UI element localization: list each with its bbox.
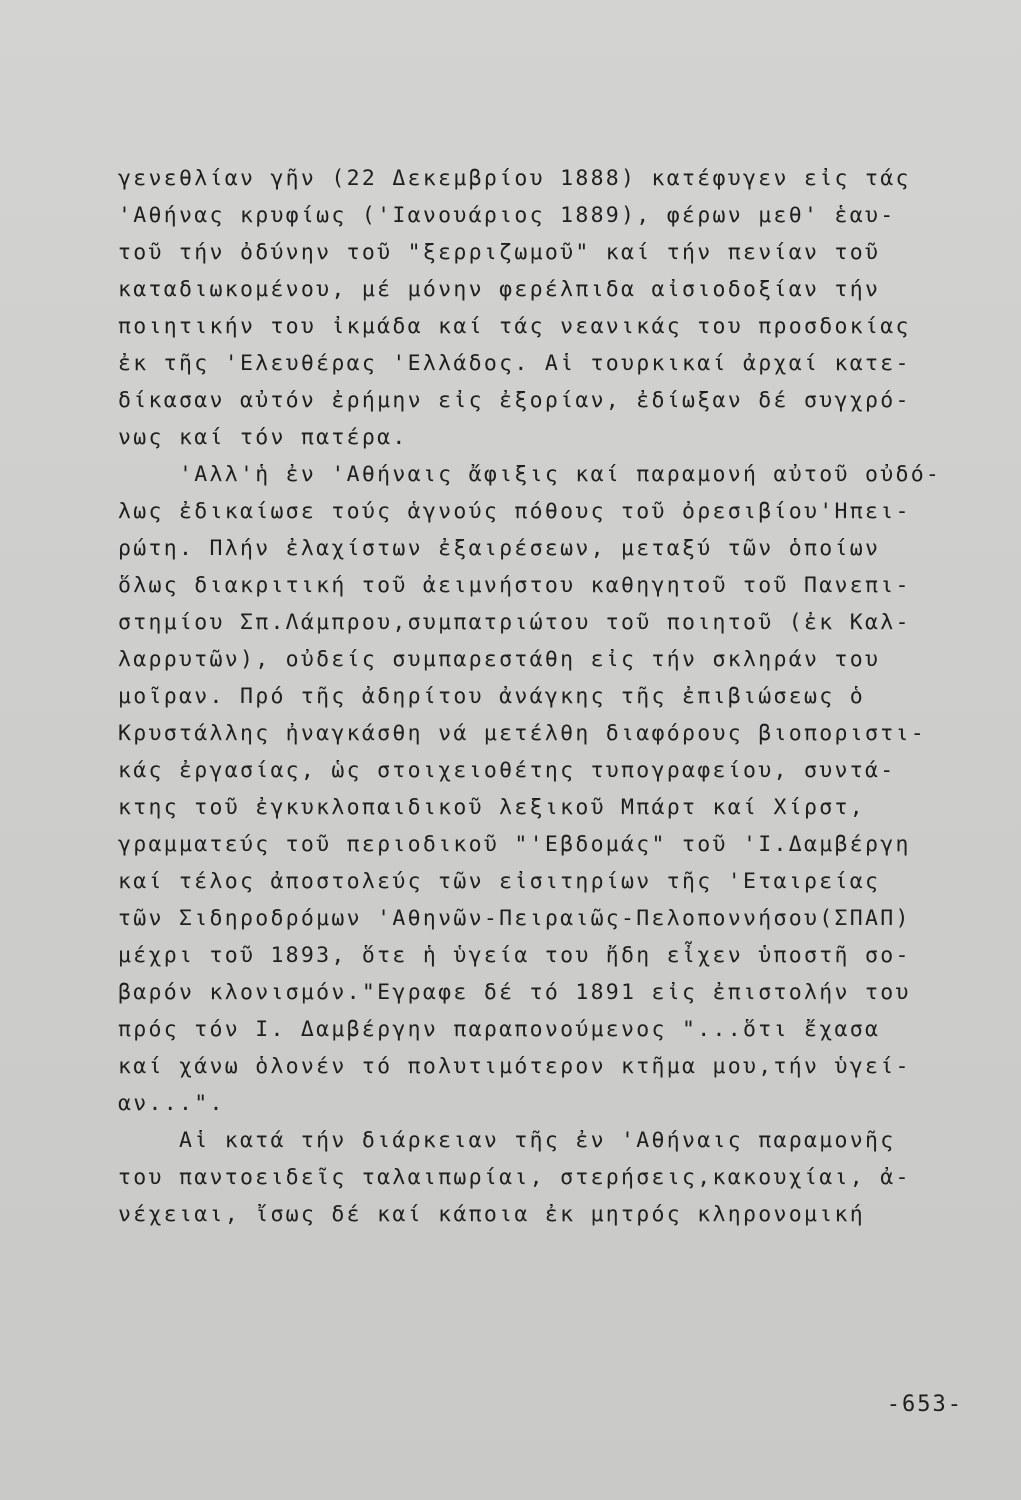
text-line: Κρυστάλλης ἠναγκάσθη νά μετέλθη διαφόρους βιοποριστι- (118, 721, 926, 746)
body-text (118, 160, 968, 1233)
text-line: καί χάνω ὁλονέν τό πολυτιμότερον κτῆμα μου,τήν ὑγεί- (118, 1054, 911, 1079)
text-line: πρός τόν Ι. Δαμβέργην παραπονούμενος "...ὅτι ἔχασα (118, 1017, 881, 1042)
text-line: κάς ἐργασίας, ὡς στοιχειοθέτης τυπογραφείου, συντά- (118, 758, 896, 783)
text-line: του παντοειδεῖς ταλαιπωρίαι, στερήσεις,κακουχίαι, ἀ- (118, 1165, 911, 1190)
text-line: γενεθλίαν γῆν (22 Δεκεμβρίου 1888) κατέφυγεν εἰς τάς (118, 166, 911, 191)
text-line: μοῖραν. Πρό τῆς ἀδηρίτου ἀνάγκης τῆς ἐπιβιώσεως ὁ (118, 684, 865, 709)
text-line: τοῦ τήν ὀδύνην τοῦ "ξερριζωμοῦ" καί τήν πενίαν τοῦ (118, 240, 881, 265)
text-line: 'Αλλ'ἡ ἐν 'Αθήναις ἄφιξις καί παραμονή αὐτοῦ οὐδό- (118, 462, 942, 487)
text-line: στημίου Σπ.Λάμπρου,συμπατριώτου τοῦ ποιητοῦ (ἐκ Καλ- (118, 610, 911, 635)
text-line: βαρόν κλονισμόν."Εγραφε δέ τό 1891 εἰς ἐπιστολήν του (118, 980, 911, 1005)
page-number: -653- (886, 1392, 963, 1417)
text-line: νως καί τόν πατέρα. (118, 425, 408, 450)
text-line: ὅλως διακριτική τοῦ ἀειμνήστου καθηγητοῦ τοῦ Πανεπι- (118, 573, 911, 598)
text-line: νέχειαι, ἴσως δέ καί κάποια ἐκ μητρός κληρονομική (118, 1202, 865, 1227)
text-line: 'Αθήνας κρυφίως ('Ιανουάριος 1889), φέρων μεθ' ἑαυ- (118, 203, 896, 228)
text-line: ποιητικήν του ἰκμάδα καί τάς νεανικάς του προσδοκίας (118, 314, 911, 339)
text-line: δίκασαν αὐτόν ἐρήμην εἰς ἐξορίαν, ἐδίωξαν δέ συγχρό- (118, 388, 911, 413)
text-line: καταδιωκομένου, μέ μόνην φερέλπιδα αἰσιοδοξίαν τήν (118, 277, 881, 302)
text-line: ρώτη. Πλήν ἐλαχίστων ἐξαιρέσεων, μεταξύ τῶν ὁποίων (118, 536, 881, 561)
text-line: γραμματεύς τοῦ περιοδικοῦ "'Εβδομάς" τοῦ 'Ι.Δαμβέργη (118, 832, 911, 857)
text-line: καί τέλος ἀποστολεύς τῶν εἰσιτηρίων τῆς 'Εταιρείας (118, 869, 881, 894)
text-line: μέχρι τοῦ 1893, ὅτε ἡ ὑγεία του ἤδη εἶχεν ὑποστῆ σο- (118, 943, 911, 968)
text-line: κτης τοῦ ἐγκυκλοπαιδικοῦ λεξικοῦ Μπάρτ καί Χίρστ, (118, 795, 865, 820)
text-line: Αἱ κατά τήν διάρκειαν τῆς ἐν 'Αθήναις παραμονῆς (118, 1128, 896, 1153)
text-line: λαρρυτῶν), οὐδείς συμπαρεστάθη εἰς τήν σκληράν του (118, 647, 881, 672)
text-line: λως ἐδικαίωσε τούς ἁγνούς πόθους τοῦ ὀρεσιβίου'Ηπει- (118, 499, 911, 524)
text-line: αν...". (118, 1091, 225, 1116)
text-line: ἐκ τῆς 'Ελευθέρας 'Ελλάδος. Αἱ τουρκικαί ἀρχαί κατε- (118, 351, 911, 376)
text-line: τῶν Σιδηροδρόμων 'Αθηνῶν-Πειραιῶς-Πελοποννήσου(ΣΠΑΠ) (118, 906, 911, 931)
